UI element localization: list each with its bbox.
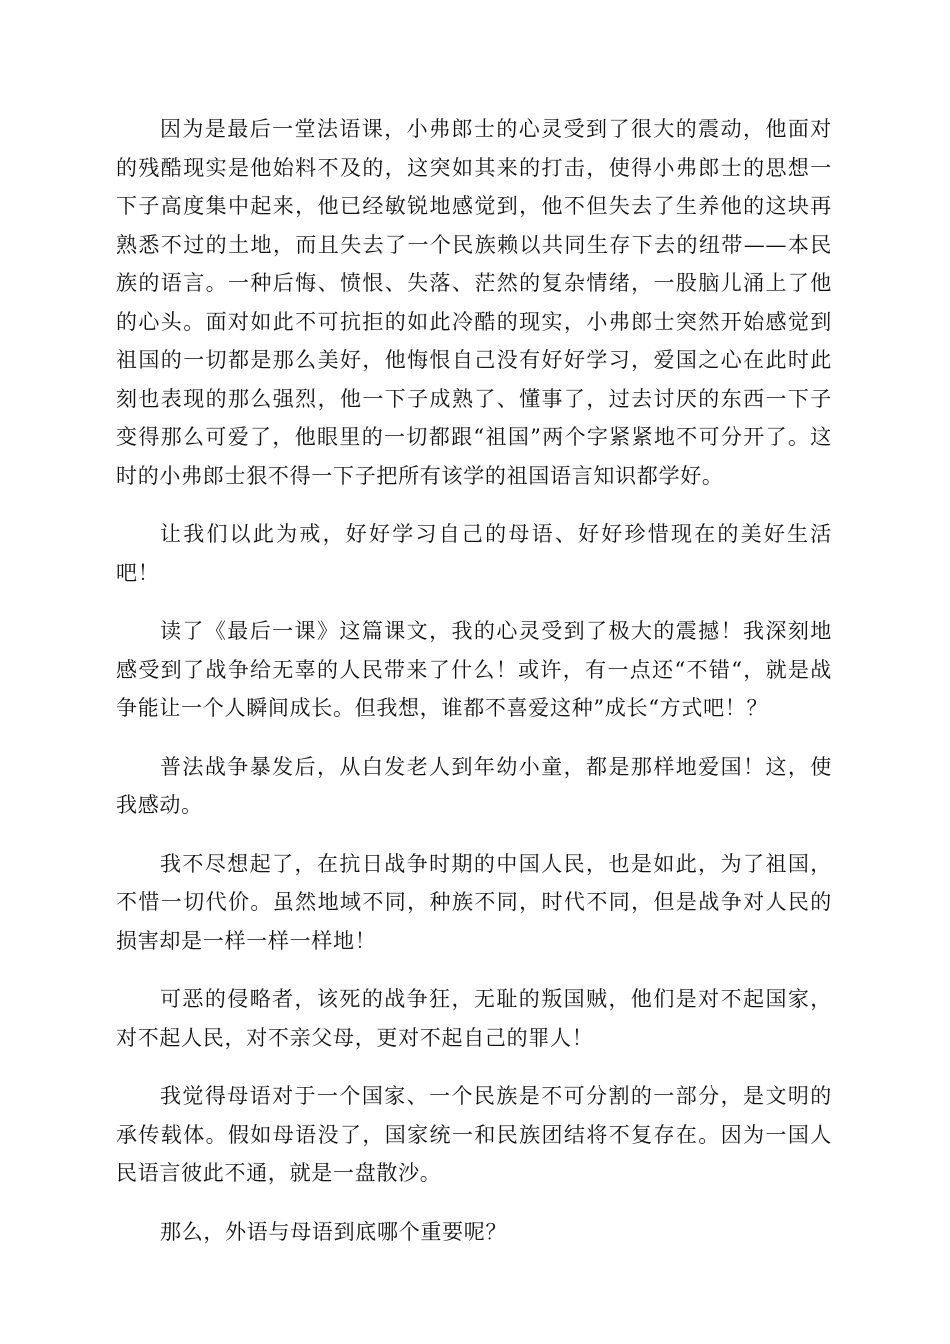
document-body (116, 110, 832, 1251)
paragraph: 我觉得母语对于一个国家、一个民族是不可分割的一部分，是文明的承传载体。假如母语没了，国家统一和民族团结将不复存在。因为一国人民语言彼此不通，就是一盘散沙。 (116, 1084, 832, 1185)
paragraph: 让我们以此为戒，好好学习自己的母语、好好珍惜现在的美好生活吧！ (116, 522, 832, 585)
paragraph: 那么，外语与母语到底哪个重要呢？ (160, 1219, 508, 1244)
paragraph: 读了《最后一课》这篇课文，我的心灵受到了极大的震撼！我深刻地感受到了战争给无辜的人民带来了什么！或许，有一点还“不错“，就是战争能让一个人瞬间成长。但我想，谁都不喜爱这种”成长“方式吧！？ (116, 619, 832, 720)
paragraph: 普法战争暴发后，从白发老人到年幼小童，都是那样地爱国！这，使我感动。 (116, 754, 832, 817)
paragraph: 可恶的侵略者，该死的战争狂，无耻的叛国贼，他们是对不起国家，对不起人民，对不亲父母，更对不起自己的罪人！ (116, 987, 832, 1050)
paragraph: 因为是最后一堂法语课，小弗郎士的心灵受到了很大的震动，他面对的残酷现实是他始料不及的，这突如其来的打击，使得小弗郎士的思想一下子高度集中起来，他已经敏锐地感觉到，他不但失去了生养他的这块再熟悉不过的土地，而且失去了一个民族赖以共同生存下去的纽带——本民族的语言。一种后悔、愤恨、失落、茫然的复杂情绪，一股脑儿涌上了他的心头。面对如此不可抗拒的如此冷酷的现实，小弗郎士突然开始感觉到祖国的一切都是那么美好，他悔恨自己没有好好学习，爱国之心在此时此刻也表现的那么强烈，他一下子成熟了、懂事了，过去讨厌的东西一下子变得那么可爱了，他眼里的一切都跟“祖国”两个字紧紧地不可分开了。这时的小弗郎士狠不得一下子把所有该学的祖国语言知识都学好。 (116, 117, 832, 488)
paragraph: 我不尽想起了，在抗日战争时期的中国人民，也是如此，为了祖国，不惜一切代价。虽然地域不同，种族不同，时代不同，但是战争对人民的损害却是一样一样一样地！ (116, 851, 832, 953)
